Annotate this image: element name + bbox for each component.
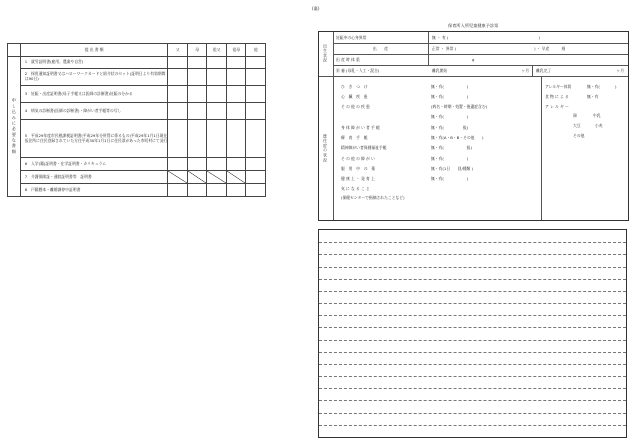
memo-rule-line <box>319 413 626 414</box>
memo-rule-line <box>319 388 626 389</box>
memo-rule-line <box>319 279 626 280</box>
table-row <box>8 103 266 120</box>
header-item: 提 出 書 類 <box>20 44 168 57</box>
weaning-end-label: 離乳完了 <box>536 67 552 73</box>
allergy-label: アレルギー体質 <box>545 84 572 89</box>
history-label: そ の 他 の 疾 患 <box>341 104 370 109</box>
birth-weight-unit: g <box>472 57 475 62</box>
birth-premature: ) ・ 早産 <box>534 45 550 51</box>
memo-rule-line <box>319 242 626 243</box>
row-text: 5 平成29年度市民税課税証明書(平成29年分所得に係るもの)平成29年1月1日現在仮住所に住民登録されていた方住平成30年1月1日に住民票があった市町村にて発行 <box>20 120 168 158</box>
history-label: 身 体 障 が い 者 手 帳 <box>341 125 380 130</box>
history-value: 無・有( ) <box>431 94 469 99</box>
table-row <box>8 57 266 69</box>
history-value: 無・有( 級) <box>431 145 472 150</box>
history-value: 無・有(A・B・B・その他 ) <box>431 135 484 140</box>
memo-lined-area <box>318 229 627 438</box>
table-header-row <box>8 44 266 57</box>
form-title: 保育所入所児童健康予診票 <box>448 23 499 28</box>
food-allergy-value: 無・有 <box>587 94 599 99</box>
memo-rule-line <box>319 425 626 426</box>
memo-rule-line <box>319 400 626 401</box>
allergen-soy: 大豆 <box>573 123 581 128</box>
birth-weight-label: 出 産 時 体 重 <box>336 56 360 62</box>
allergy-value: 無・有( ) <box>587 84 617 89</box>
history-label: 気 に な る こ と <box>341 186 370 191</box>
pregnancy-close: ) <box>538 35 540 40</box>
submission-documents-table <box>7 43 266 197</box>
row-text: 1 就労証明書(雇用、農業や自営) <box>20 57 168 69</box>
birth-weeks: 週 <box>561 45 566 51</box>
pregnancy-label: 妊娠中の心身異常 <box>336 34 367 40</box>
history-value: (病名・時期・処置・後遺症含む) <box>431 104 488 109</box>
header-other: 他 <box>246 44 266 57</box>
table-row <box>8 171 266 184</box>
memo-rule-line <box>319 267 626 268</box>
side-label-history: 既往症の状況 <box>319 76 334 220</box>
memo-rule-line <box>319 303 626 304</box>
row-text: 3 妊娠・出産証明書(母子手帳又は医師の診断書)妊娠の分かる <box>20 86 168 103</box>
header-mother: 母 <box>187 44 207 57</box>
history-label: そ の 他 の 障 が い <box>341 156 375 161</box>
table-row <box>8 69 266 86</box>
weaning-end-months: ヶ月 <box>616 67 624 73</box>
memo-rule-line <box>319 315 626 316</box>
history-note: (保健センターで指摘されたことなど) <box>341 195 405 200</box>
page-marker: (裏) <box>312 6 320 11</box>
history-value: 無・有( ) <box>431 114 469 119</box>
allergen-milk: 牛乳 <box>593 113 601 118</box>
allergen-other: その他 <box>573 133 585 138</box>
memo-rule-line <box>319 340 626 341</box>
row-text: 4 病気の診断書(医師の診断書)・障がい者手帳等の写し <box>20 103 168 120</box>
header-grandfather: 祖父 <box>207 44 227 57</box>
pregnancy-options: 無 ・ 有 ( <box>432 34 449 40</box>
table-row <box>8 120 266 158</box>
memo-rule-line <box>319 254 626 255</box>
food-allergy-label: 食 物 に よ る <box>545 94 569 99</box>
table-row <box>8 184 266 197</box>
header-blank <box>8 44 21 57</box>
birth-normal-abnormal: 正常 ・ 異常 ( <box>432 45 457 51</box>
memo-rule-line <box>319 376 626 377</box>
history-label: 療 育 手 帳 <box>341 135 368 140</box>
allergen-wheat: 小麦 <box>595 123 603 128</box>
history-label: 服 用 中 の 薬 <box>341 166 376 171</box>
health-check-form <box>318 31 629 221</box>
birth-label: 出 産 <box>372 45 389 51</box>
row-text: 6 入学(籍)証明書・在学証明書・カリキュラム <box>20 158 168 171</box>
row-text: 7 介護保険証・通院証明書等 証明書 <box>20 171 168 184</box>
allergen-egg: 卵 <box>573 113 577 118</box>
history-value: 無・有( ) <box>431 156 469 161</box>
history-label: 健 康 上 ・ 発 育 上 <box>341 176 375 181</box>
weaning-start-months: ヶ月 <box>521 67 529 73</box>
nutrition-label: 栄 養 (母乳・人工・混合) <box>336 67 380 73</box>
side-label-birth: 出生状況 <box>319 32 334 77</box>
memo-rule-line <box>319 291 626 292</box>
history-value: 無・有( ) <box>431 176 469 181</box>
history-value: 無・有( ) <box>431 84 469 89</box>
history-label: 心 臓 疾 患 <box>341 94 368 99</box>
header-grandmother: 祖母 <box>226 44 246 57</box>
side-label: 申し込みに必要な書類 <box>8 57 21 197</box>
row-text: 8 戸籍謄本・離婚調停中証明書 <box>20 184 168 197</box>
table-row <box>8 86 266 103</box>
history-label: 精神障がい者保健福祉手帳 <box>341 145 387 150</box>
nutrition-row <box>333 65 628 77</box>
history-value: 無・有( 級) <box>431 125 469 130</box>
memo-rule-line <box>319 364 626 365</box>
row-text: 2 採用通知証明書又はハローワークカードと紹介状のセット(証明日より有効期間は90日) <box>20 69 168 86</box>
history-value: 無・有(1日 回/種類 ) <box>431 166 474 171</box>
header-father: 父 <box>168 44 188 57</box>
memo-rule-line <box>319 327 626 328</box>
table-row <box>8 158 266 171</box>
allergen-label: ア レ ル ギ ー <box>545 104 569 109</box>
weaning-start-label: 離乳開始 <box>432 67 448 73</box>
memo-rule-line <box>319 352 626 353</box>
history-label: ひ き つ け <box>341 84 368 89</box>
